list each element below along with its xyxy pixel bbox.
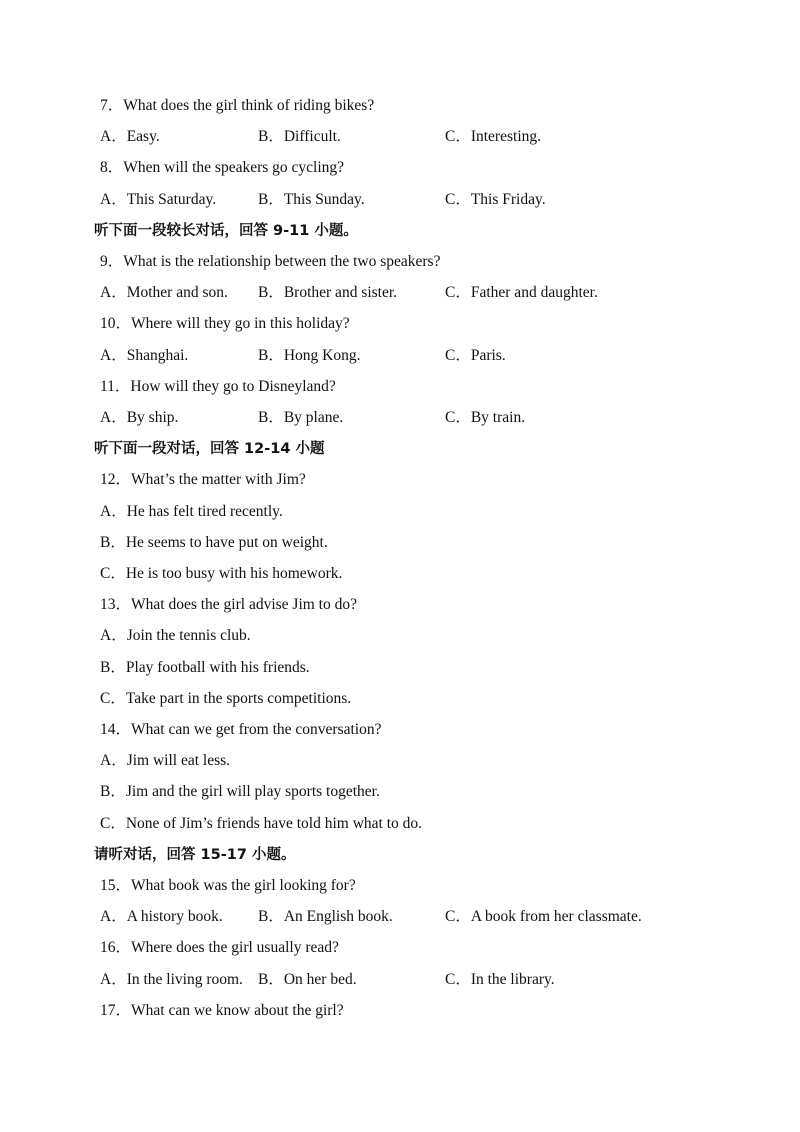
answer-option-line: B．Play football with his friends. xyxy=(100,658,310,676)
question-text: 9．What is the relationship between the two speakers? xyxy=(100,253,441,270)
answer-option-line: B．Jim and the girl will play sports together. xyxy=(100,783,380,801)
answer-option-line: C．Take part in the sports competitions. xyxy=(100,689,352,707)
answer-option: A．By ship. xyxy=(100,409,179,426)
answer-option: C．In the library. xyxy=(445,970,555,988)
section-heading: 听下面一段对话，回答 12-14 小题 xyxy=(94,441,325,458)
answer-option-line: B．He seems to have put on weight. xyxy=(100,533,328,551)
answer-option-line: C．None of Jim’s friends have told him what to do. xyxy=(100,814,423,832)
answer-option-line: A．He has felt tired recently. xyxy=(100,502,283,520)
answer-option: A．Shanghai. xyxy=(100,346,189,364)
question-text: 11．How will they go to Disneyland? xyxy=(100,377,336,395)
answer-option-line: C．He is too busy with his homework. xyxy=(100,565,343,582)
answer-option: A．In the living room. xyxy=(100,970,243,988)
answer-option: C．A book from her classmate. xyxy=(445,908,642,926)
section-heading: 听下面一段较长对话，回答 9-11 小题。 xyxy=(94,222,358,239)
section-heading: 请听对话，回答 15-17 小题。 xyxy=(94,846,296,863)
question-text: 17．What can we know about the girl? xyxy=(100,1001,344,1019)
question-text: 13．What does the girl advise Jim to do? xyxy=(100,596,357,614)
question-text: 7．What does the girl think of riding bikes? xyxy=(100,97,375,114)
answer-option: B．This Sunday. xyxy=(258,190,365,208)
answer-option-line: A．Join the tennis club. xyxy=(100,627,251,645)
answer-option: B．Difficult. xyxy=(258,128,341,146)
answer-option: C．By train. xyxy=(445,409,526,426)
question-text: 10．Where will they go in this holiday? xyxy=(100,315,350,333)
question-text: 14．What can we get from the conversation? xyxy=(100,721,382,738)
answer-option: B．Brother and sister. xyxy=(258,284,398,302)
answer-option: C．Interesting. xyxy=(445,128,541,146)
question-text: 8．When will the speakers go cycling? xyxy=(100,159,345,177)
answer-option: B．By plane. xyxy=(258,409,344,426)
question-text: 15．What book was the girl looking for? xyxy=(100,877,356,894)
answer-option: C．Father and daughter. xyxy=(445,284,598,302)
answer-option-line: A．Jim will eat less. xyxy=(100,752,231,770)
answer-option: A．This Saturday. xyxy=(100,190,217,208)
answer-option: C．This Friday. xyxy=(445,190,546,208)
question-text: 12．What’s the matter with Jim? xyxy=(100,471,306,489)
answer-option: B．An English book. xyxy=(258,908,393,926)
answer-option: A．Easy. xyxy=(100,128,160,146)
answer-option: A．A history book. xyxy=(100,908,223,926)
answer-option: B．Hong Kong. xyxy=(258,346,361,364)
answer-option: A．Mother and son. xyxy=(100,284,228,302)
answer-option: B．On her bed. xyxy=(258,970,357,988)
answer-option: C．Paris. xyxy=(445,346,506,364)
question-text: 16．Where does the girl usually read? xyxy=(100,939,339,957)
